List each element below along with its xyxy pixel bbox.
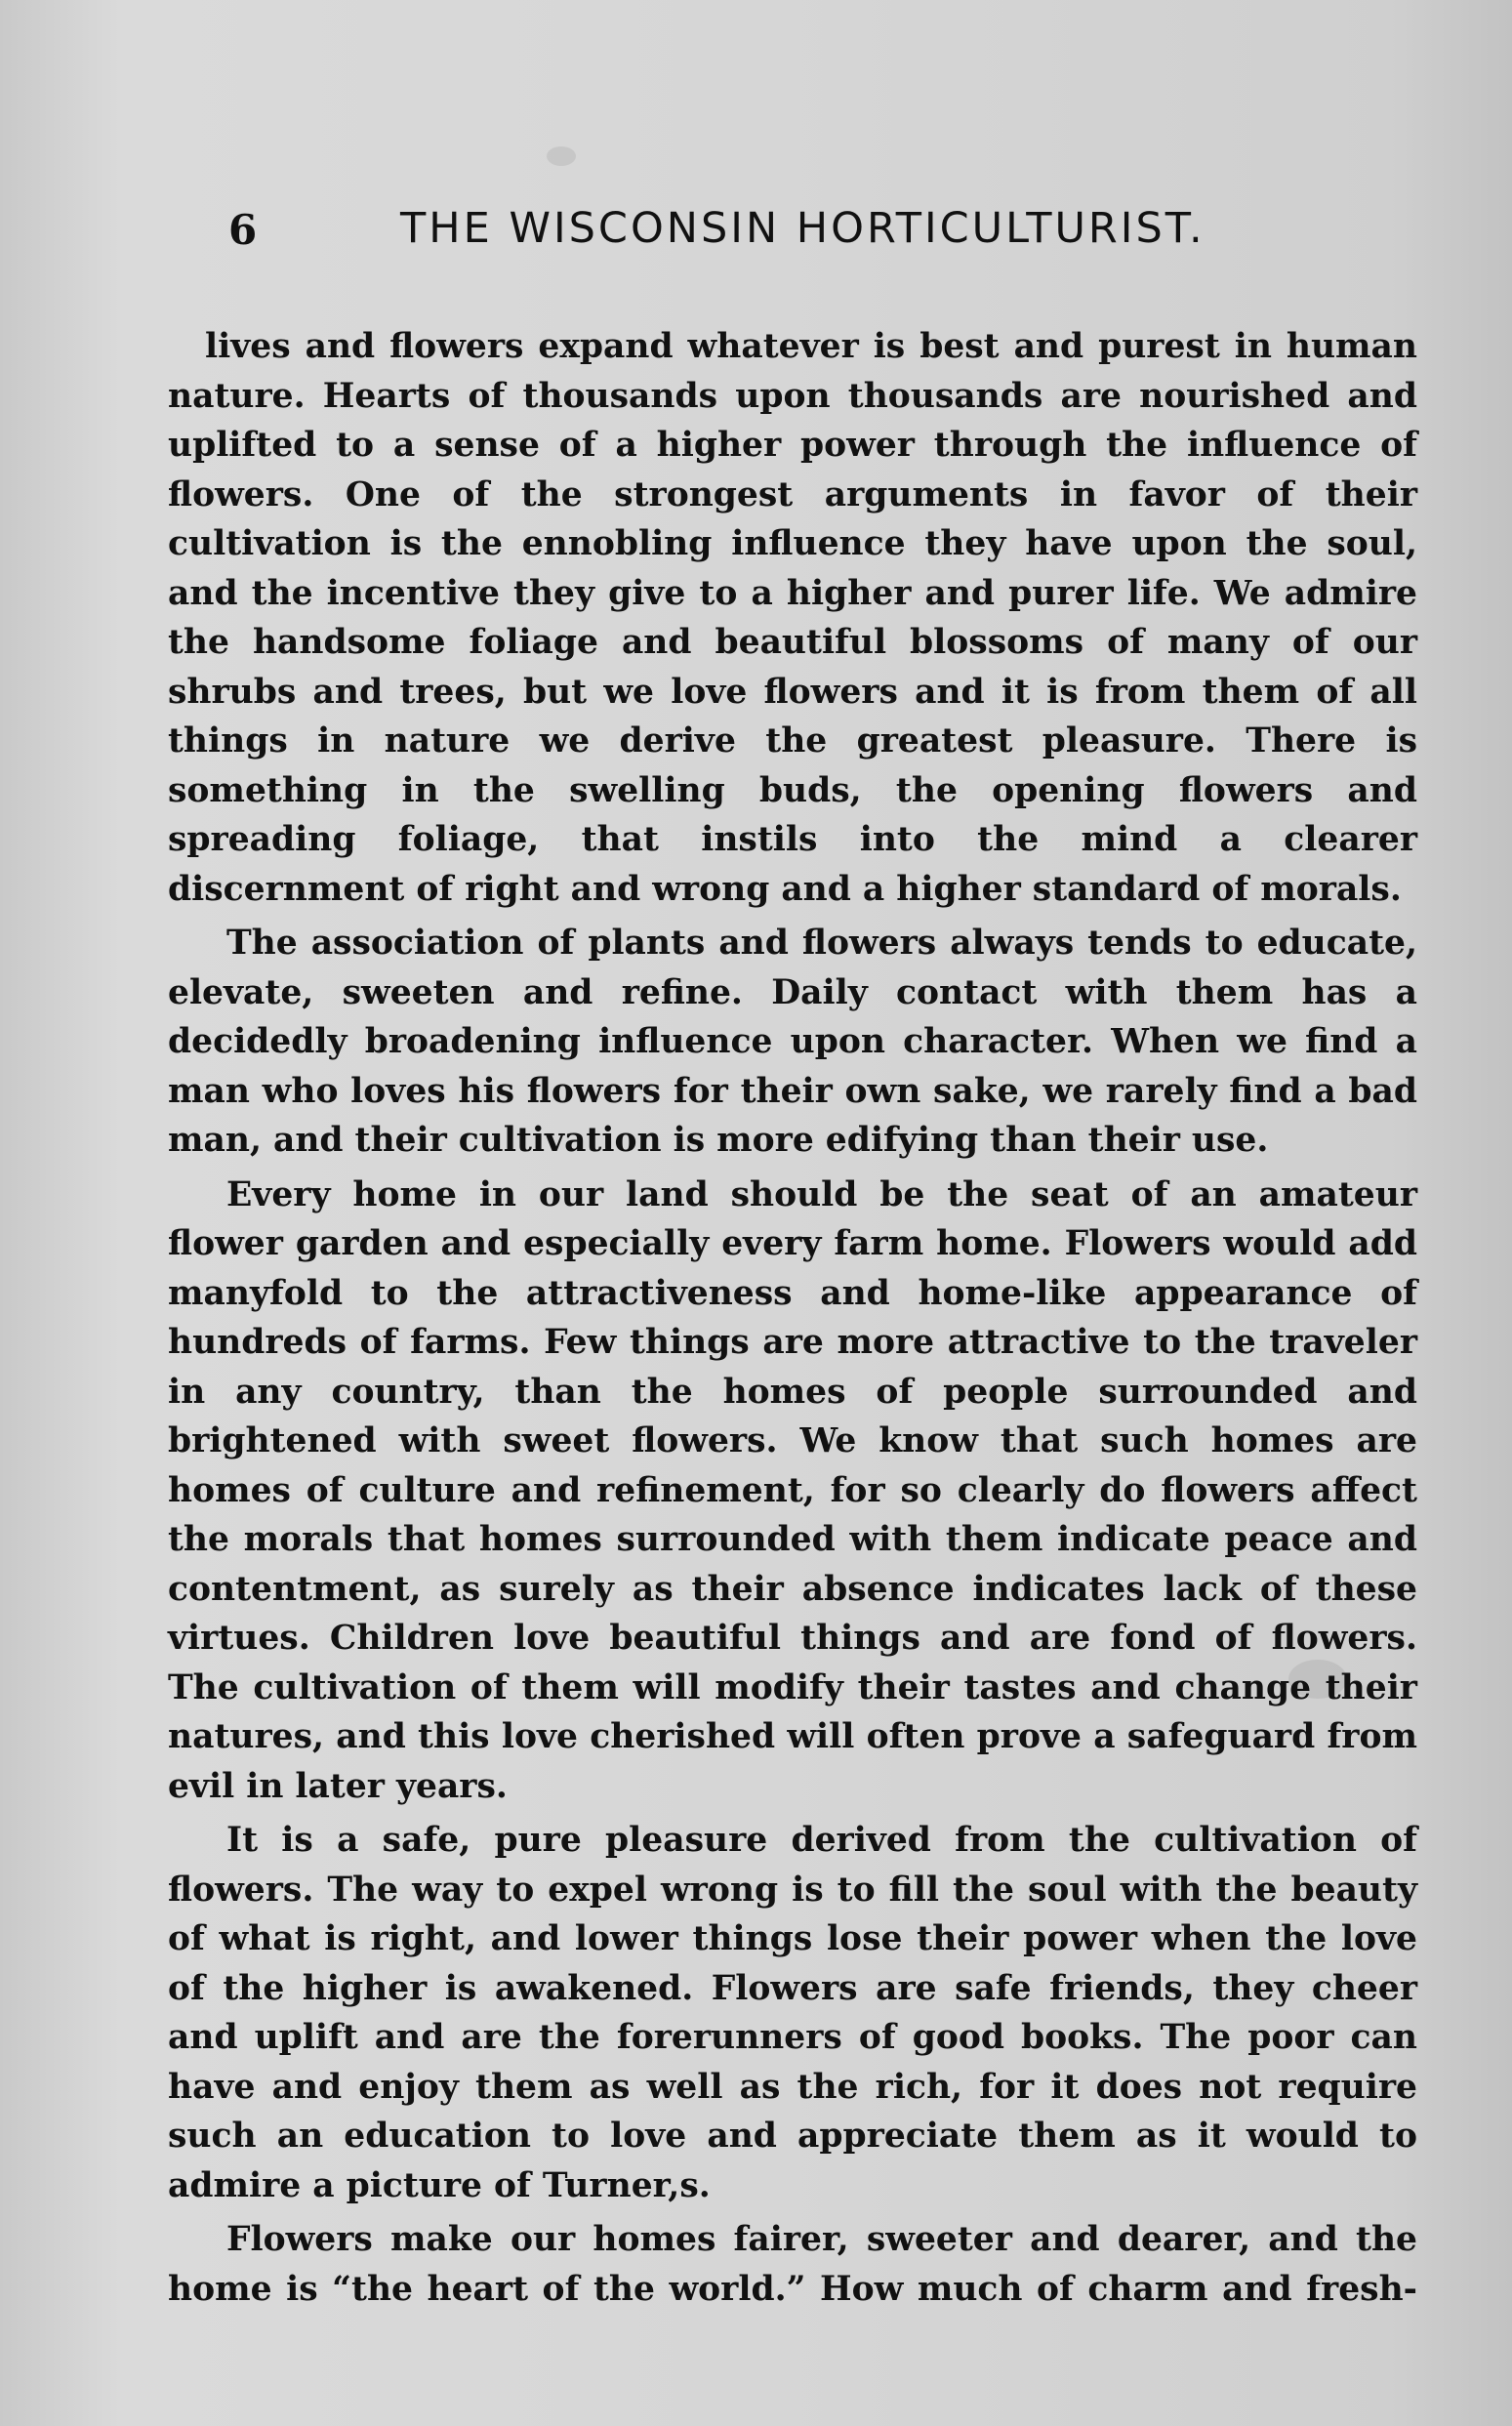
paragraph: The association of plants and flowers always tends to educate, elevate, sweeten and refine. Daily contact with them has a decidedly broadening influence upon character. When we find a man who loves his flowers for their own sake, we rarely find a bad man, and their cultivation is more edifying than their use.: [168, 924, 1417, 1160]
page-number: 6: [228, 206, 258, 254]
paragraph: Flowers make our homes fairer, sweeter and dearer, and the home is “the heart of the world.” How much of charm and fresh-: [168, 2220, 1417, 2309]
running-head: [225, 200, 1230, 259]
journal-title: THE WISCONSIN HORTICULTURIST.: [400, 204, 1206, 253]
paper-smudge: [547, 146, 576, 166]
paragraph: Every home in our land should be the seat of an amateur flower garden and especially every farm home. Flowers would add manyfold to the attractiveness and home-like appearance of hundreds of farms. Few things are more attractive to the traveler in any country, than the homes of people surrounded and brightened with sweet flowers. We know that such homes are homes of culture and refinement, for so clearly do flowers affect the morals that homes surrounded with them indicate peace and contentment, as surely as their absence indicates lack of these virtues. Children love beautiful things and are fond of flowers. The cultivation of them will modify their tastes and change their natures, and this love cherished will often prove a safeguard from evil in later years.: [168, 1174, 1417, 1806]
paragraph: It is a safe, pure pleasure derived from the cultivation of flowers. The way to expel wrong is to fill the soul with the beauty of what is right, and lower things lose their power when the love of the higher is awakened. Flowers are safe friends, they cheer and uplift and are the forerunners of good books. The poor can have and enjoy them as well as the rich, for it does not require such an education to love and appreciate them as it would to admire a picture of Turner,s.: [168, 1821, 1417, 2205]
body-text: [168, 322, 1417, 2314]
paragraph: lives and flowers expand whatever is best and purest in human nature. Hearts of thousands upon thousands are nourished and uplifted to a sense of a higher power through the influence of flowers. One of the strongest arguments in favor of their cultivation is the ennobling influence they have upon the soul, and the incentive they give to a higher and purer life. We admire the handsome foliage and beautiful blossoms of many of our shrubs and trees, but we love flowers and it is from them of all things in nature we derive the greatest pleasure. There is something in the swelling buds, the opening flowers and spreading foliage, that instils into the mind a clearer discernment of right and wrong and a higher standard of morals.: [168, 327, 1417, 909]
